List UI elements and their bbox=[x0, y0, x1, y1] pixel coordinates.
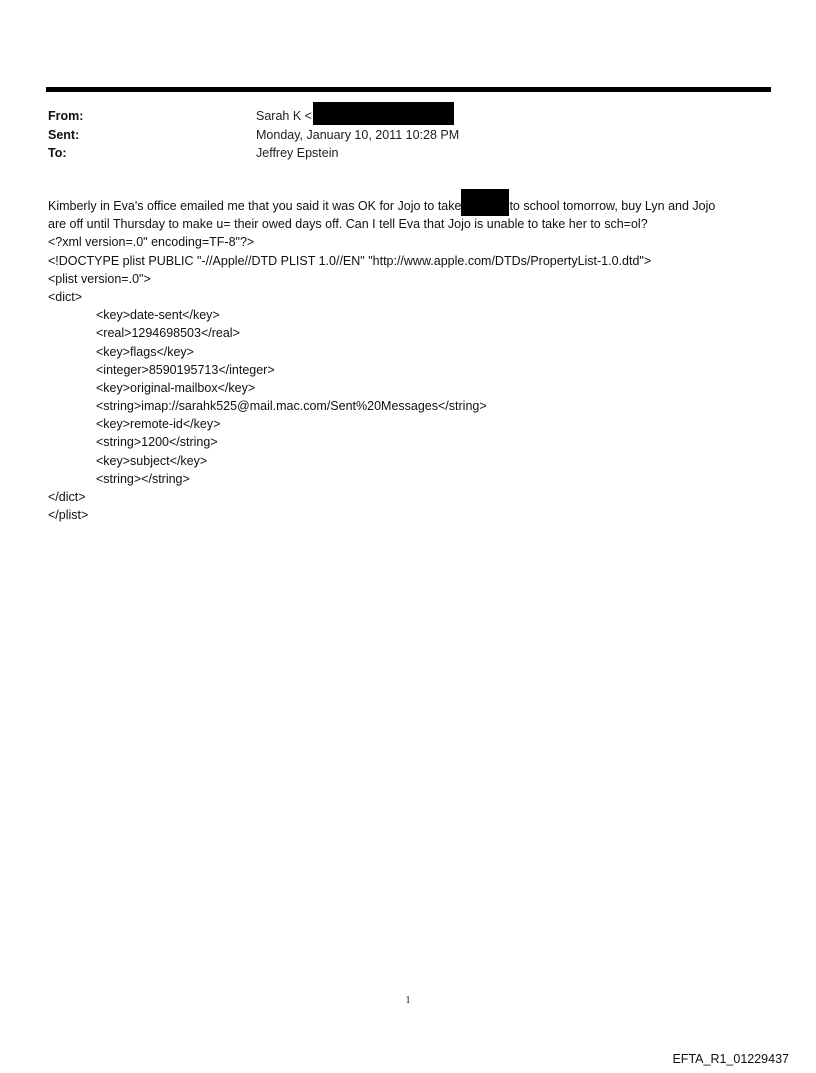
to-row bbox=[48, 144, 768, 163]
xml-line: <string>imap://sarahk525@mail.mac.com/Sent%20Messages</string> bbox=[96, 399, 487, 414]
to-label: To: bbox=[48, 146, 67, 160]
xml-line: <key>subject</key> bbox=[96, 453, 208, 468]
from-value bbox=[256, 107, 454, 126]
xml-line: <string></string> bbox=[96, 471, 190, 486]
xml-line: <key>remote-id</key> bbox=[96, 417, 221, 432]
xml-line: <integer>8590195713</integer> bbox=[96, 362, 275, 377]
redaction-bar bbox=[313, 102, 454, 125]
xml-line: <?xml version=.0" encoding=TF-8"?> bbox=[48, 235, 255, 250]
page-number: 1 bbox=[405, 995, 411, 1006]
xml-line: </plist> bbox=[48, 508, 89, 523]
xml-line: <string>1200</string> bbox=[96, 435, 218, 450]
body-line: are off until Thursday to make u= their owed days off. Can I tell Eva that Jojo is unable to take her to sch=ol? bbox=[48, 217, 648, 232]
body-text: Kimberly in Eva's office emailed me that you said it was OK for Jojo to take bbox=[48, 199, 462, 213]
xml-line: <dict> bbox=[48, 289, 83, 304]
email-body bbox=[48, 197, 773, 524]
xml-line: <key>original-mailbox</key> bbox=[96, 380, 256, 395]
to-value: Jeffrey Epstein bbox=[256, 146, 339, 160]
body-line bbox=[48, 197, 773, 215]
email-header bbox=[48, 107, 768, 163]
sent-label: Sent: bbox=[48, 127, 80, 142]
sent-row bbox=[48, 126, 768, 145]
xml-line: <!DOCTYPE plist PUBLIC "-//Apple//DTD PLIST 1.0//EN" "http://www.apple.com/DTDs/PropertyList-1.0.dtd"> bbox=[48, 253, 652, 268]
sent-value: Monday, January 10, 2011 10:28 PM bbox=[256, 127, 460, 142]
xml-line: <plist version=.0"> bbox=[48, 271, 151, 286]
xml-line: </dict> bbox=[48, 490, 86, 504]
header-rule bbox=[46, 87, 771, 92]
from-label: From: bbox=[48, 109, 84, 123]
xml-line: <key>date-sent</key> bbox=[96, 308, 220, 323]
xml-line: <key>flags</key> bbox=[96, 344, 194, 359]
redaction-bar bbox=[461, 189, 509, 216]
bates-number: EFTA_R1_01229437 bbox=[672, 1052, 789, 1066]
from-row bbox=[48, 107, 768, 126]
xml-line: <real>1294698503</real> bbox=[96, 326, 240, 341]
body-text: to school tomorrow, buy Lyn and Jojo bbox=[509, 199, 716, 213]
from-sender: Sarah K < bbox=[256, 109, 312, 123]
